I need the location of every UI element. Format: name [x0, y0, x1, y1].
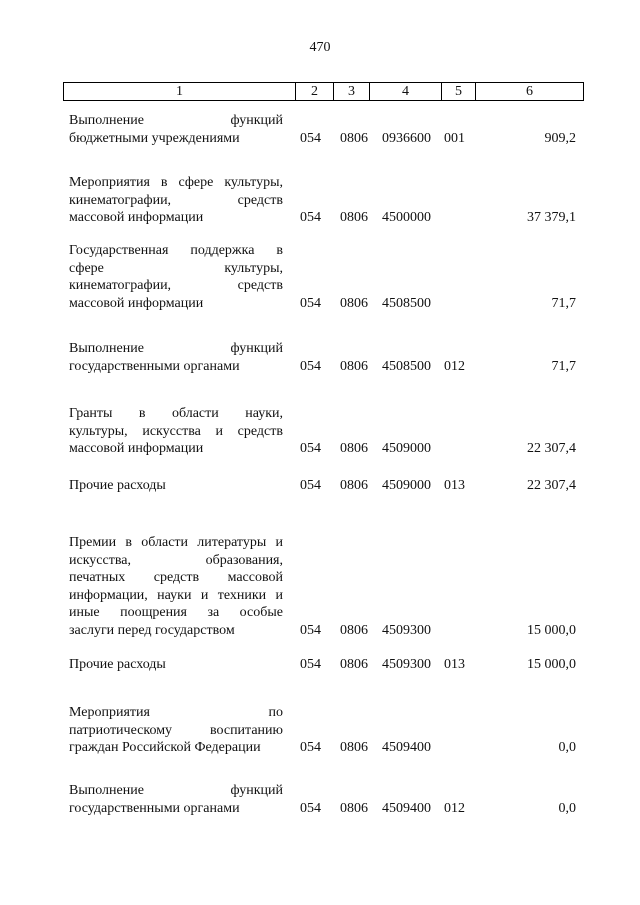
- cell-col-2: 054: [300, 130, 321, 146]
- cell-col-2: 054: [300, 295, 321, 311]
- cell-col-6: 22 307,4: [527, 478, 576, 493]
- header-col-2: 2: [296, 83, 334, 100]
- row-description: [69, 405, 283, 458]
- description-line: Мероприятия по: [69, 705, 283, 720]
- row-description: [69, 174, 283, 227]
- cell-col-5: 012: [444, 358, 465, 374]
- description-line: Премии в области литературы и: [69, 535, 283, 550]
- cell-col-4: 4500000: [382, 210, 431, 226]
- cell-col-3: 0806: [340, 295, 368, 311]
- table-row: [0, 704, 640, 757]
- description-line: массовой информации: [69, 295, 204, 311]
- row-description: [69, 477, 283, 495]
- cell-col-3: 0806: [340, 441, 368, 457]
- cell-col-6: 71,7: [551, 295, 576, 311]
- cell-col-6: 15 000,0: [527, 623, 576, 638]
- table-row: [0, 534, 640, 640]
- description-line: заслуги перед государством: [69, 622, 235, 638]
- description-line: государственными органами: [69, 358, 240, 374]
- description-line: печатных средств массовой: [69, 570, 283, 586]
- cell-col-6: 15 000,0: [527, 657, 576, 672]
- cell-col-2: 054: [300, 478, 321, 493]
- description-line: Прочие расходы: [69, 657, 166, 672]
- description-line: граждан Российской Федерации: [69, 740, 261, 756]
- description-line: Выполнение функций: [69, 341, 283, 356]
- cell-col-2: 054: [300, 800, 321, 816]
- table-row: [0, 782, 640, 817]
- cell-col-6: 909,2: [544, 130, 576, 146]
- row-description: [69, 112, 283, 147]
- description-line: Выполнение функций: [69, 783, 283, 798]
- cell-col-3: 0806: [340, 210, 368, 226]
- description-line: искусства, образования,: [69, 552, 283, 568]
- table-row: [0, 477, 640, 495]
- cell-col-4: 4509400: [382, 800, 431, 816]
- cell-col-4: 0936600: [382, 130, 431, 146]
- cell-col-4: 4509400: [382, 740, 431, 756]
- table-row: [0, 242, 640, 312]
- page-number: 470: [309, 40, 331, 55]
- table-header: [63, 82, 584, 101]
- table-row: [0, 112, 640, 147]
- header-col-5: 5: [442, 83, 476, 100]
- cell-col-4: 4509000: [382, 478, 431, 493]
- cell-col-4: 4509300: [382, 623, 431, 638]
- description-line: культуры, искусства и средств: [69, 423, 283, 439]
- description-line: кинематографии, средств: [69, 278, 283, 294]
- description-line: Гранты в области науки,: [69, 406, 283, 421]
- row-description: [69, 340, 283, 375]
- description-line: Прочие расходы: [69, 478, 166, 493]
- header-col-4: 4: [370, 83, 442, 100]
- cell-col-5: 013: [444, 657, 465, 672]
- header-col-6: 6: [526, 84, 533, 99]
- cell-col-2: 054: [300, 210, 321, 226]
- cell-col-2: 054: [300, 740, 321, 756]
- cell-col-5: 001: [444, 130, 465, 146]
- row-description: [69, 656, 283, 674]
- table-row: [0, 656, 640, 674]
- description-line: бюджетными учреждениями: [69, 130, 240, 146]
- description-line: патриотическому воспитанию: [69, 722, 283, 738]
- row-description: [69, 782, 283, 817]
- cell-col-5: 012: [444, 800, 465, 816]
- cell-col-2: 054: [300, 358, 321, 374]
- cell-col-3: 0806: [340, 358, 368, 374]
- table-row: [0, 340, 640, 375]
- cell-col-6: 22 307,4: [527, 441, 576, 457]
- description-line: информации, науки и техники и: [69, 587, 283, 603]
- description-line: иные поощрения за особые: [69, 605, 283, 621]
- cell-col-2: 054: [300, 657, 321, 672]
- cell-col-4: 4508500: [382, 358, 431, 374]
- description-line: Государственная поддержка в: [69, 243, 283, 258]
- cell-col-6: 71,7: [551, 358, 576, 374]
- cell-col-6: 0,0: [558, 800, 576, 816]
- row-description: [69, 534, 283, 640]
- header-col-3: 3: [334, 83, 370, 100]
- cell-col-2: 054: [300, 623, 321, 638]
- cell-col-4: 4508500: [382, 295, 431, 311]
- description-line: Мероприятия в сфере культуры,: [69, 175, 283, 190]
- table-row: [0, 174, 640, 227]
- row-description: [69, 242, 283, 312]
- cell-col-3: 0806: [340, 478, 368, 493]
- cell-col-2: 054: [300, 441, 321, 457]
- cell-col-6: 0,0: [558, 740, 576, 756]
- description-line: массовой информации: [69, 210, 204, 226]
- description-line: государственными органами: [69, 800, 240, 816]
- cell-col-3: 0806: [340, 623, 368, 638]
- description-line: кинематографии, средств: [69, 192, 283, 208]
- description-line: сфере культуры,: [69, 260, 283, 276]
- cell-col-5: 013: [444, 478, 465, 493]
- cell-col-4: 4509300: [382, 657, 431, 672]
- row-description: [69, 704, 283, 757]
- cell-col-3: 0806: [340, 800, 368, 816]
- cell-col-3: 0806: [340, 657, 368, 672]
- table-row: [0, 405, 640, 458]
- description-line: Выполнение функций: [69, 113, 283, 128]
- cell-col-3: 0806: [340, 740, 368, 756]
- cell-col-4: 4509000: [382, 441, 431, 457]
- cell-col-3: 0806: [340, 130, 368, 146]
- cell-col-6: 37 379,1: [527, 210, 576, 226]
- description-line: массовой информации: [69, 441, 204, 457]
- header-col-1: 1: [64, 83, 296, 100]
